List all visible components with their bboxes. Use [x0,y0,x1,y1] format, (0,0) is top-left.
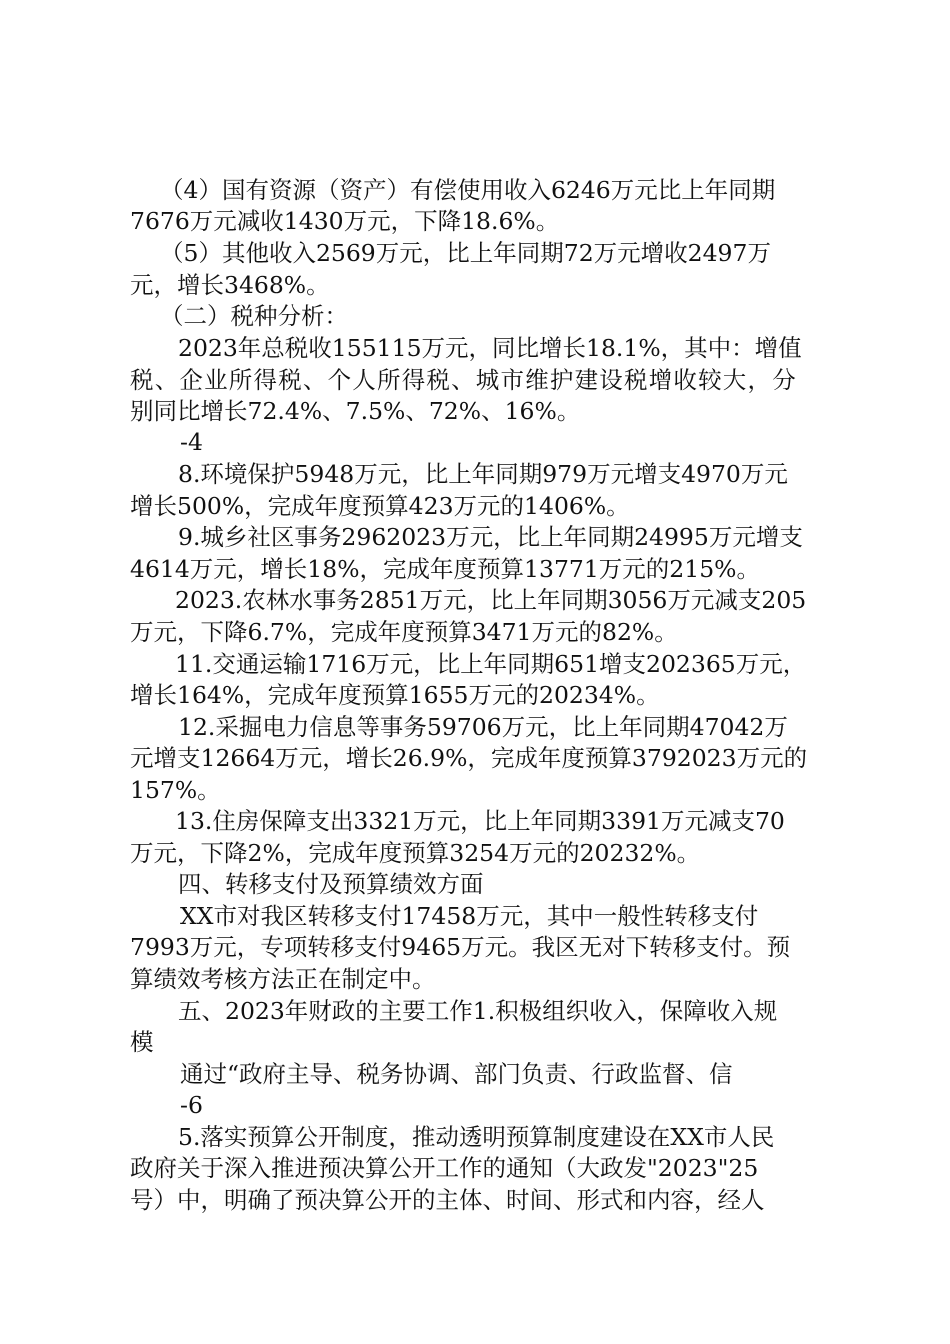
text-line: 号）中，明确了预决算公开的主体、时间、形式和内容，经人 [130,1186,765,1214]
section-heading: （二）税种分析： [160,302,348,330]
text-line: 2023.农林水事务2851万元，比上年同期3056万元减支205 [175,586,807,614]
text-line: 算绩效考核方法正在制定中。 [130,965,436,993]
section-heading: 四、转移支付及预算绩效方面 [178,870,484,898]
text-line: 157%。 [130,776,221,804]
text-line: 通过“政府主导、税务协调、部门负责、行政监督、信 [180,1060,733,1088]
text-line: 模 [130,1028,154,1056]
page-number: -6 [180,1091,203,1119]
text-line: 2023年总税收155115万元，同比增长18.1%，其中：增值 [178,334,802,362]
text-line: （4）国有资源（资产）有偿使用收入6246万元比上年同期 [160,176,776,204]
text-line: 11.交通运输1716万元，比上年同期651增支202365万元， [175,650,807,678]
text-line: 增长500%，完成年度预算423万元的1406%。 [130,492,630,520]
text-line: 税、企业所得税、个人所得税、城市维护建设税增收较大，分 [130,366,797,394]
text-line: 政府关于深入推进预决算公开工作的通知（大政发"2023"25 [130,1154,759,1182]
section-heading: 五、2023年财政的主要工作1.积极组织收入，保障收入规 [178,997,778,1025]
text-line: 7676万元减收1430万元，下降18.6%。 [130,207,560,235]
text-line: 7993万元，专项转移支付9465万元。我区无对下转移支付。预 [130,933,791,961]
text-line: 增长164%，完成年度预算1655万元的20234%。 [130,681,660,709]
text-line: 5.落实预算公开制度，推动透明预算制度建设在XX市人民 [178,1123,775,1151]
page-number: -4 [180,428,203,456]
text-line: （5）其他收入2569万元，比上年同期72万元增收2497万 [160,239,771,267]
text-line: 别同比增长72.4%、7.5%、72%、16%。 [130,397,581,425]
text-line: 万元，下降6.7%，完成年度预算3471万元的82%。 [130,618,678,646]
text-line: 4614万元，增长18%，完成年度预算13771万元的215%。 [130,555,760,583]
text-line: 9.城乡社区事务2962023万元，比上年同期24995万元增支 [178,523,803,551]
text-line: 万元，下降2%，完成年度预算3254万元的20232%。 [130,839,701,867]
text-line: 8.环境保护5948万元，比上年同期979万元增支4970万元 [178,460,788,488]
text-line: 13.住房保障支出3321万元，比上年同期3391万元减支70 [175,807,785,835]
text-line: 12.采掘电力信息等事务59706万元，比上年同期47042万 [178,713,788,741]
text-line: 元，增长3468%。 [130,271,330,299]
text-line: XX市对我区转移支付17458万元，其中一般性转移支付 [180,902,759,930]
text-line: 元增支12664万元，增长26.9%，完成年度预算3792023万元的 [130,744,808,772]
